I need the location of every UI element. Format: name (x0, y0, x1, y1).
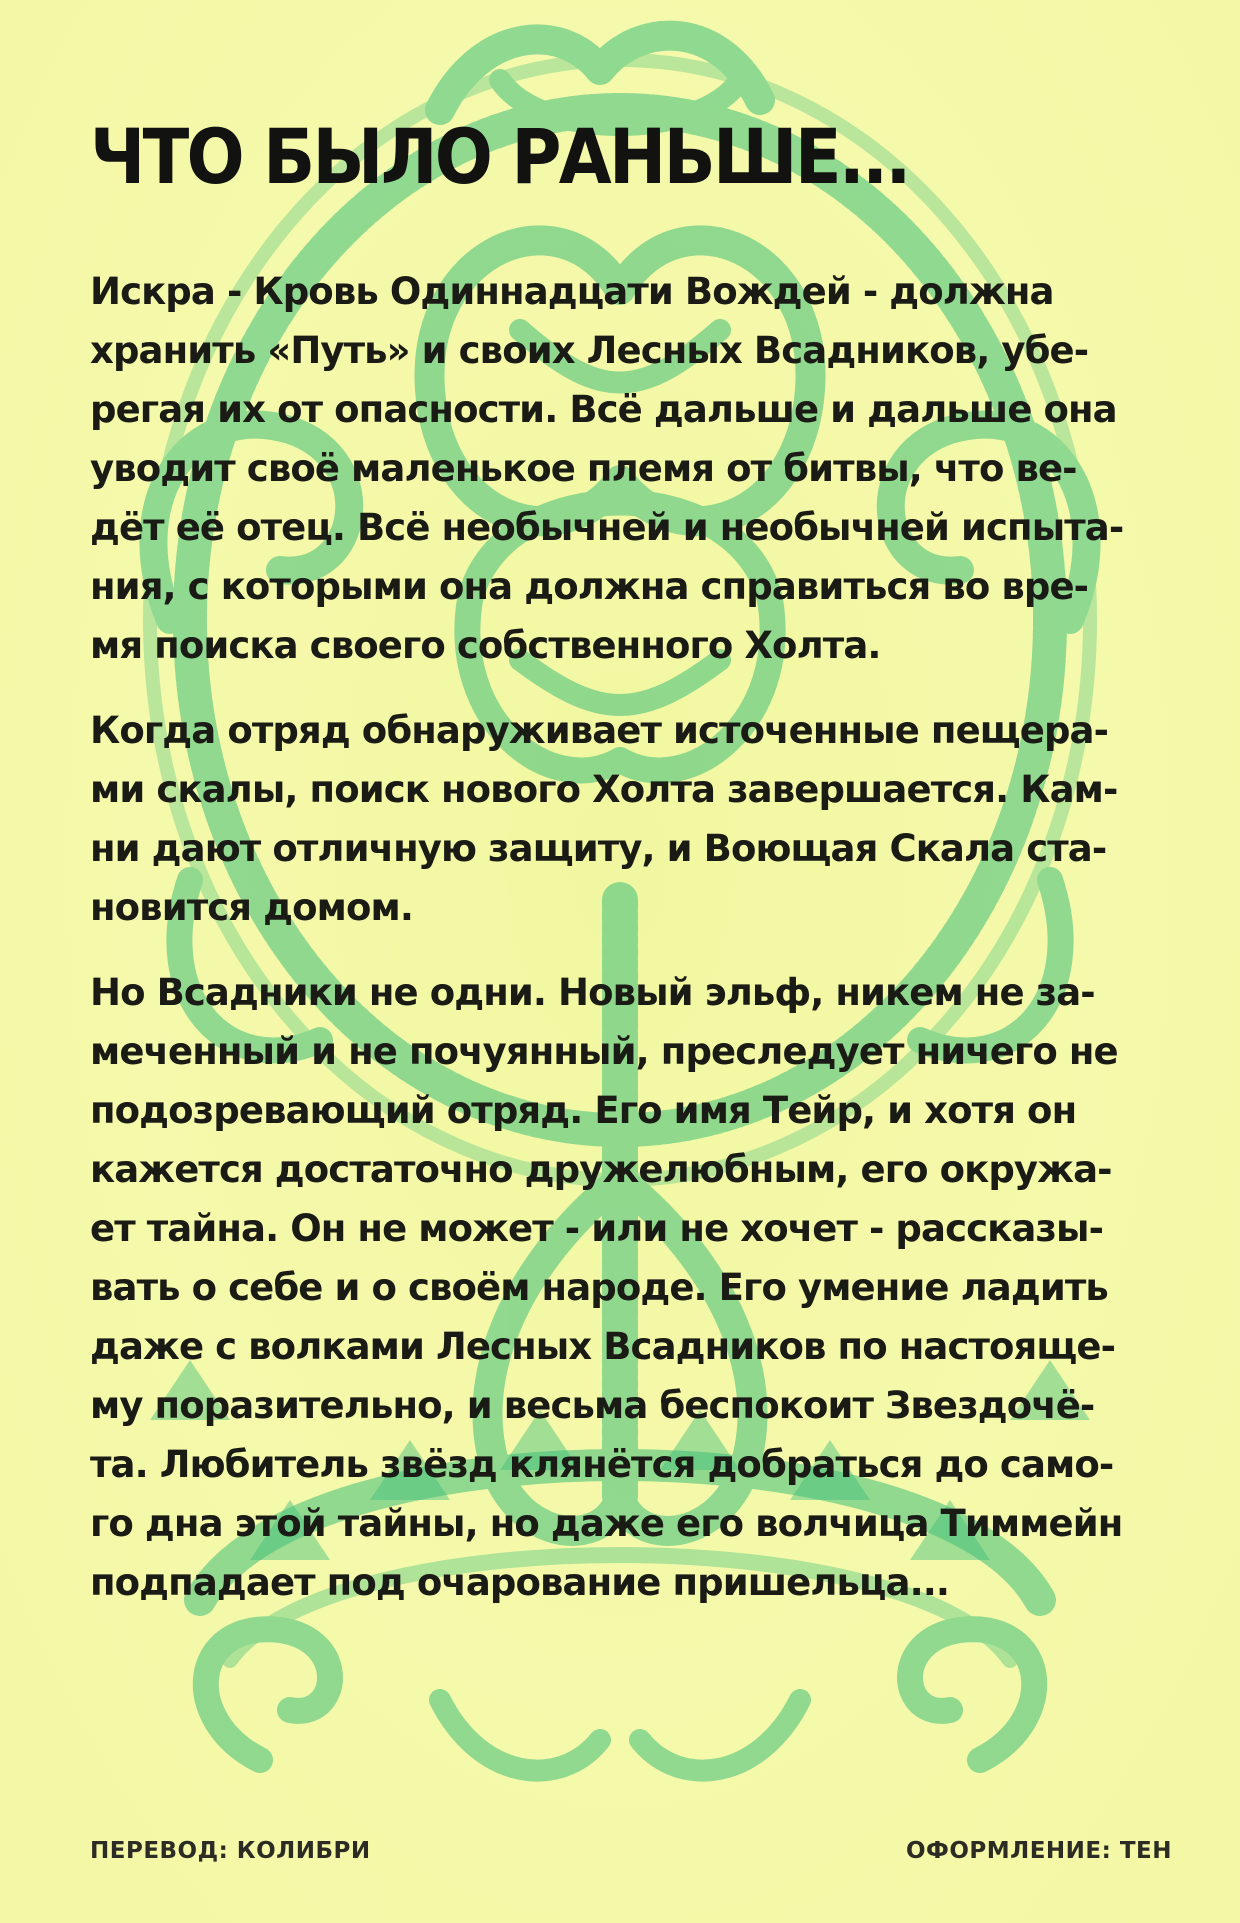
text-line: подпадает под очарование пришельца... (90, 1561, 950, 1604)
paragraph-2 (90, 701, 1172, 937)
text-line: Но Всадники не одни. Новый эльф, никем не за- (90, 971, 1095, 1014)
text-line: Искра - Кровь Одиннадцати Вождей - должна (90, 270, 1054, 313)
paragraph-1 (90, 262, 1172, 675)
page-title: ЧТО БЫЛО РАНЬШЕ... (90, 112, 909, 201)
text-line: кажется достаточно дружелюбным, его окружа- (90, 1148, 1112, 1191)
translator-credit: ПЕРЕВОД: КОЛИБРИ (90, 1838, 371, 1864)
text-line: ния, с которыми она должна справиться во вре- (90, 565, 1089, 608)
text-line: меченный и не почуянный, преследует ничего не (90, 1030, 1118, 1073)
text-line: го дна этой тайны, но даже его волчица Тиммейн (90, 1502, 1123, 1545)
text-line: регая их от опасности. Всё дальше и дальше она (90, 388, 1117, 431)
text-line: ни дают отличную защиту, и Воющая Скала ста- (90, 827, 1107, 870)
paragraph-3 (90, 963, 1172, 1612)
body-text (90, 262, 1172, 1638)
text-line: мя поиска своего собственного Холта. (90, 624, 881, 667)
text-line: подозревающий отряд. Его имя Тейр, и хотя он (90, 1089, 1077, 1132)
text-line: даже с волками Лесных Всадников по настояще- (90, 1325, 1116, 1368)
text-line: Когда отряд обнаруживает источенные пещера- (90, 709, 1109, 752)
text-line: уводит своё маленькое племя от битвы, что ве- (90, 447, 1077, 490)
text-line: ми скалы, поиск нового Холта завершается. Кам- (90, 768, 1118, 811)
text-line: му поразительно, и весьма беспокоит Звездочё- (90, 1384, 1095, 1427)
text-line: вать о себе и о своём народе. Его умение ладить (90, 1266, 1108, 1309)
text-line: хранить «Путь» и своих Лесных Всадников, убе- (90, 329, 1089, 372)
text-line: дёт её отец. Всё необычней и необычней испыта- (90, 506, 1124, 549)
design-credit: ОФОРМЛЕНИЕ: ТЕН (905, 1838, 1172, 1864)
text-line: новится домом. (90, 886, 414, 929)
text-line: та. Любитель звёзд клянётся добраться до само- (90, 1443, 1114, 1486)
text-line: ет тайна. Он не может - или не хочет - рассказы- (90, 1207, 1104, 1250)
